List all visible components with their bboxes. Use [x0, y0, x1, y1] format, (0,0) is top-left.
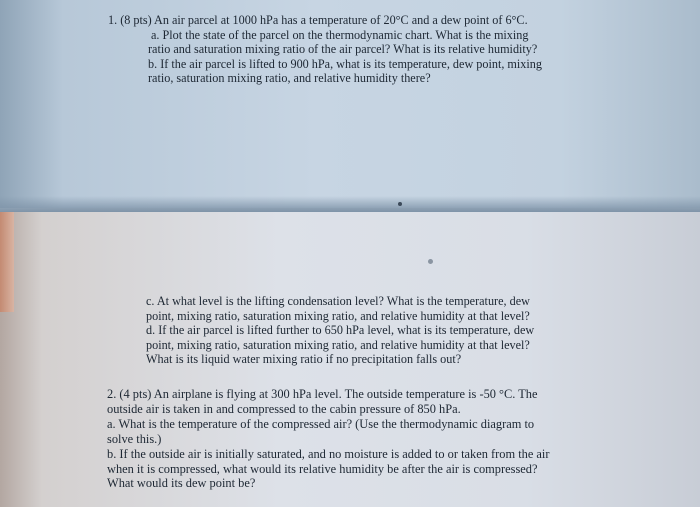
question-2-heading: 2. (4 pts) An airplane is flying at 300 hPa level. The outside temperature is -50 °C. The: [107, 387, 538, 401]
question-1d-line: point, mixing ratio, saturation mixing ratio, and relative humidity at that level?: [146, 337, 530, 352]
question-1c-line: point, mixing ratio, saturation mixing ratio, and relative humidity at that level?: [146, 308, 530, 323]
question-2b-line: b. If the outside air is initially saturated, and no moisture is added to or taken from the air: [107, 446, 550, 461]
question-1b-line: ratio, saturation mixing ratio, and relative humidity there?: [148, 71, 431, 86]
sheet-edge-shadow: [0, 196, 700, 212]
question-1-heading: 1. (8 pts) An air parcel at 1000 hPa has a temperature of 20°C and a dew point of 6°C.: [108, 13, 528, 27]
torn-paper-edge: [0, 212, 14, 312]
question-1c-line: c. At what level is the lifting condensation level? What is the temperature, dew: [146, 294, 530, 308]
paper-mark: [428, 259, 433, 264]
question-2b-line: when it is compressed, what would its relative humidity be after the air is compressed?: [107, 461, 538, 476]
question-1a-line: ratio and saturation mixing ratio of the air parcel? What is its relative humidity?: [148, 42, 538, 57]
paper-mark: [398, 202, 402, 206]
question-1-continued-text: [146, 294, 534, 367]
question-1d-line: d. If the air parcel is lifted further to 650 hPa level, what is its temperature, dew: [146, 323, 535, 338]
question-2a-line: a. What is the temperature of the compressed air? (Use the thermodynamic diagram to: [107, 416, 535, 431]
question-2a-line: solve this.): [107, 431, 162, 446]
question-2-line: outside air is taken in and compressed to the cabin pressure of 850 hPa.: [107, 401, 461, 416]
question-1d-line: What is its liquid water mixing ratio if no precipitation falls out?: [146, 352, 462, 367]
question-1-text: [108, 13, 542, 86]
question-1a-line: a. Plot the state of the parcel on the thermodynamic chart. What is the mixing: [151, 27, 529, 42]
question-2b-line: What would its dew point be?: [107, 476, 256, 491]
question-1b-line: b. If the air parcel is lifted to 900 hPa, what is its temperature, dew point, mixing: [148, 56, 542, 71]
question-2-text: [107, 387, 550, 491]
